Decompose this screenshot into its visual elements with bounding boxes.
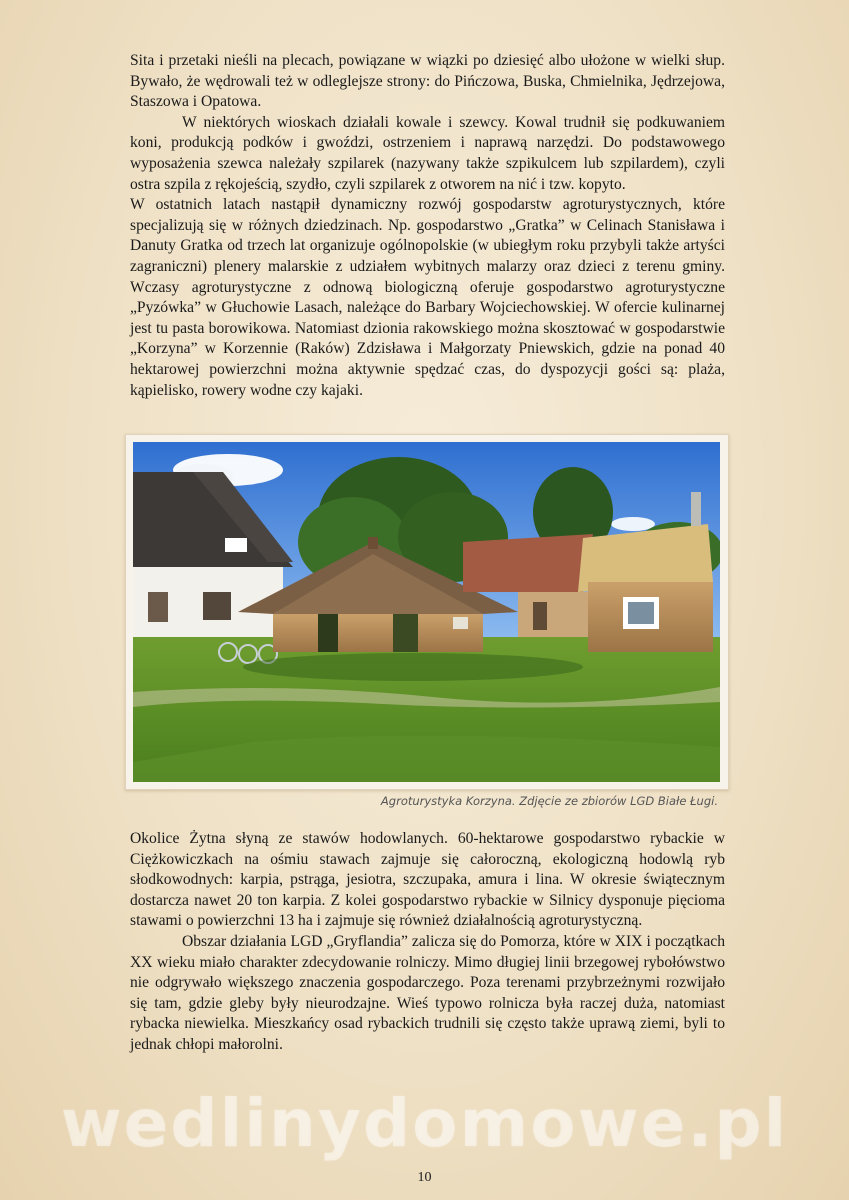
photo-frame — [125, 434, 729, 790]
text-block-bottom — [130, 829, 725, 1056]
paragraph: W ostatnich latach nastąpił dynamiczny rozwój gospodarstw agroturystycznych, które specjalizują się w różnych dziedzinach. Np. gospodarstwo „Gratka” w Celinach Stanisława i Danuty Gratka od trzech lat organizuje ogólnopolskie (w ubiegłym roku przybyli także artyści zagraniczni) plenery malarskie z udziałem wybitnych malarzy oraz dzieci z terenu gminy. Wczasy agroturystyczne z odnową biologiczną oferuje gospodarstwo agroturystyczne „Pyzówka” w Głuchowie Lasach, należące do Barbary Wojciechowskiej. W ofercie kulinarnej jest tu pasta borowikowa. Natomiast dzionia rakowskiego można skosztować w gospodarstwie „Korzyna” w Korzennie (Raków) Zdzisława i Małgorzaty Pniewskich, gdzie na ponad 40 hektarowej powierzchni można aktywnie spędzać czas, do dyspozycji gości są: plaża, kąpielisko, rowery wodne czy kajaki. — [130, 196, 725, 399]
paragraph: W niektórych wioskach działali kowale i szewcy. Kowal trudnił się podkuwaniem koni, produkcją podków i gwoździ, ostrzeniem i naprawą narzędzi. Do podstawowego wyposażenia szewca należały szpilarek (nazywany także szpikulcem lub szpilardem), czyli ostra szpila z rękojeścią, szydło, czyli szpilarek z otworem na nić i tzw. kopyto. — [130, 113, 725, 193]
paragraph: Sita i przetaki nieśli na plecach, powiązane w wiązki po dziesięć albo ułożone w wielki słup. Bywało, że wędrowali też w odleglejsze strony: do Pińczowa, Buska, Chmielnika, Jędrzejowa, Staszowa i Opatowa. — [130, 52, 725, 111]
photo-caption: Agroturystyka Korzyna. Zdjęcie ze zbiorów LGD Białe Ługi. — [380, 794, 718, 808]
text-block-top — [130, 51, 725, 401]
paragraph: Obszar działania LGD „Gryflandia” zalicza się do Pomorza, które w XIX i początkach XX wieku miało charakter zdecydowanie rolniczy. Mimo długiej linii brzegowej rybołówstwo nie odgrywało większego znaczenia gospodarczego. Poza terenami przybrzeżnymi rozwijało się tam, gdzie gleby były nieurodzajne. Wieś typowo rolnicza była raczej duża, natomiast rybacka niewielka. Mieszkańcy osad rybackich trudnili się często także uprawą ziemi, byli to jednak chłopi małorolni. — [130, 932, 725, 1053]
page-number: 10 — [417, 1170, 432, 1185]
agritourism-photo — [133, 442, 720, 782]
paragraph: Okolice Żytna słyną ze stawów hodowlanych. 60-hektarowe gospodarstwo rybackie w Ciężkowiczkach na ośmiu stawach zajmuje się całoroczną, ekologiczną hodowlą ryb słodkowodnych: karpia, pstrąga, jesiotra, szczupaka, amura i lina. W okresie świątecznym dostarcza nawet 20 ton karpia. Z kolei gospodarstwo rybackie w Silnicy dysponuje pięcioma stawami o powierzchni 13 ha i zajmuje się również działalnością agroturystyczną. — [130, 830, 725, 930]
watermark: wedlinydomowe.pl — [60, 1085, 789, 1162]
